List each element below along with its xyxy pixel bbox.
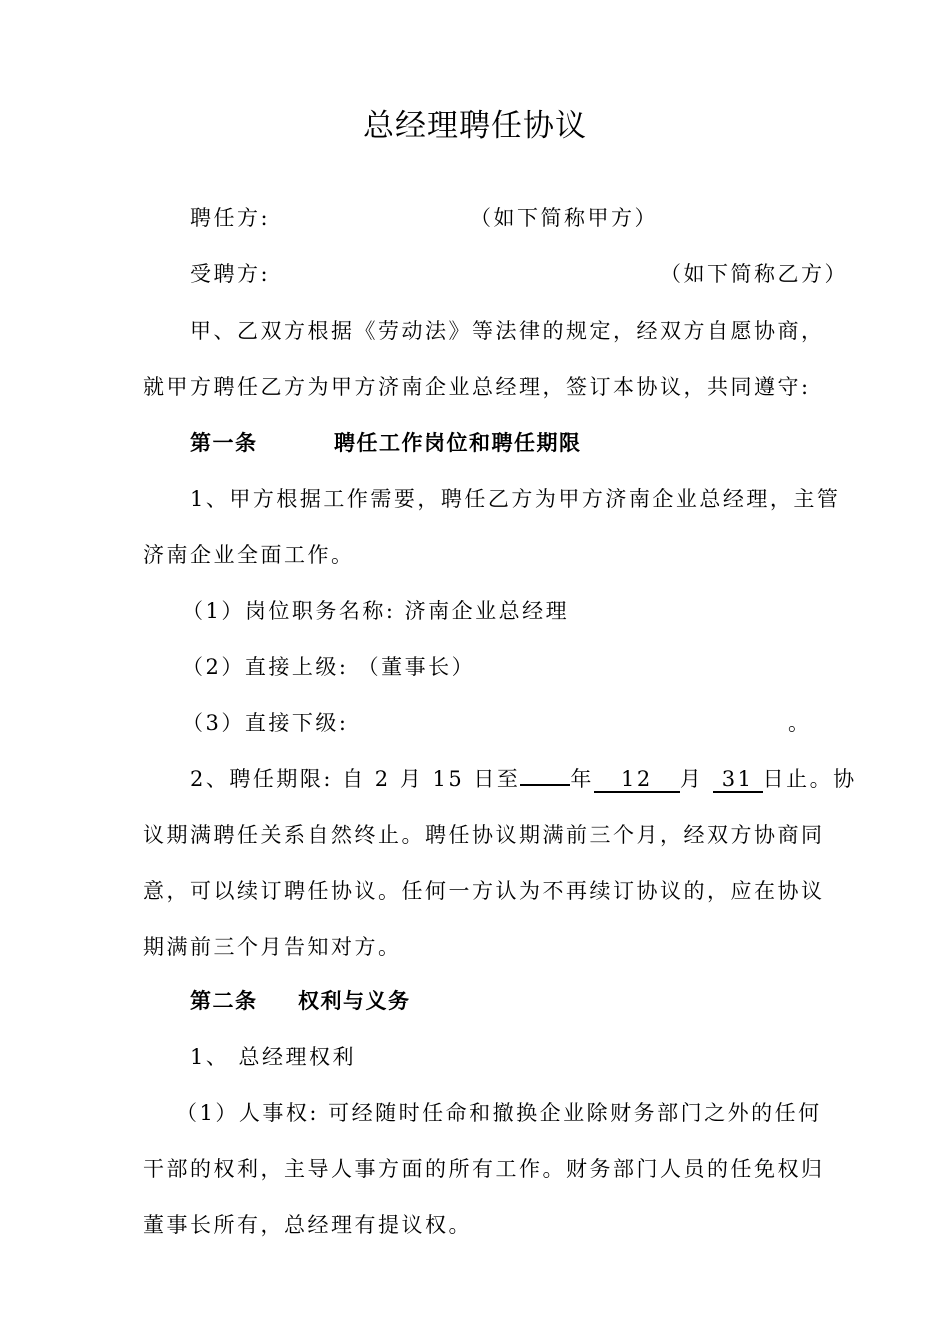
direct-superior-item: （2）直接上级: （董事长） xyxy=(182,655,476,679)
term-year-blank xyxy=(520,784,570,786)
term-line-4: 期满前三个月告知对方。 xyxy=(143,935,402,959)
personnel-right-line-2: 干部的权利，主导人事方面的所有工作。财务部门人员的任免权归 xyxy=(143,1157,825,1181)
term-year-label: 年 xyxy=(570,767,594,791)
intro-line-2: 就甲方聘任乙方为甲方济南企业总经理，签订本协议，共同遵守: xyxy=(143,375,811,399)
term-day-value: 31 xyxy=(713,767,763,793)
article-1-number: 第一条 xyxy=(190,431,258,455)
article-2-title: 权利与义务 xyxy=(298,989,411,1013)
direct-subordinate-item: （3）直接下级: xyxy=(182,711,349,735)
article-2-number: 第二条 xyxy=(190,989,258,1013)
term-line-3: 意，可以续订聘任协议。任何一方认为不再续订协议的，应在协议 xyxy=(143,879,825,903)
intro-line-1: 甲、乙双方根据《劳动法》等法律的规定，经双方自愿协商， xyxy=(190,319,825,343)
term-end: 日止。协 xyxy=(762,767,857,791)
employee-note: （如下简称乙方） xyxy=(660,262,848,286)
direct-subordinate-end: 。 xyxy=(788,711,812,735)
personnel-right-line-3: 董事长所有，总经理有提议权。 xyxy=(143,1213,472,1237)
term-month-label: 月 xyxy=(679,767,704,791)
article-1-para-1-line-1: 1、甲方根据工作需要，聘任乙方为甲方济南企业总经理，主管 xyxy=(190,487,841,511)
term-prefix: 2、聘任期限: 自 2 月 15 日至 xyxy=(190,767,521,791)
employee-label: 受聘方: xyxy=(190,262,271,286)
term-month-value: 12 xyxy=(594,767,680,793)
gm-rights-heading: 1、 总经理权利 xyxy=(190,1045,357,1069)
position-name-item: （1）岗位职务名称: 济南企业总经理 xyxy=(182,599,570,623)
article-1-para-1-line-2: 济南企业全面工作。 xyxy=(143,543,355,567)
employer-note: （如下简称甲方） xyxy=(470,206,658,230)
employer-label: 聘任方: xyxy=(190,206,271,230)
term-line-1 xyxy=(190,764,857,794)
personnel-right-line-1: （1）人事权: 可经随时任命和撤换企业除财务部门之外的任何 xyxy=(176,1101,822,1125)
article-1-title: 聘任工作岗位和聘任期限 xyxy=(334,431,582,455)
term-line-2: 议期满聘任关系自然终止。聘任协议期满前三个月，经双方协商同 xyxy=(143,823,825,847)
document-title: 总经理聘任协议 xyxy=(363,108,587,144)
